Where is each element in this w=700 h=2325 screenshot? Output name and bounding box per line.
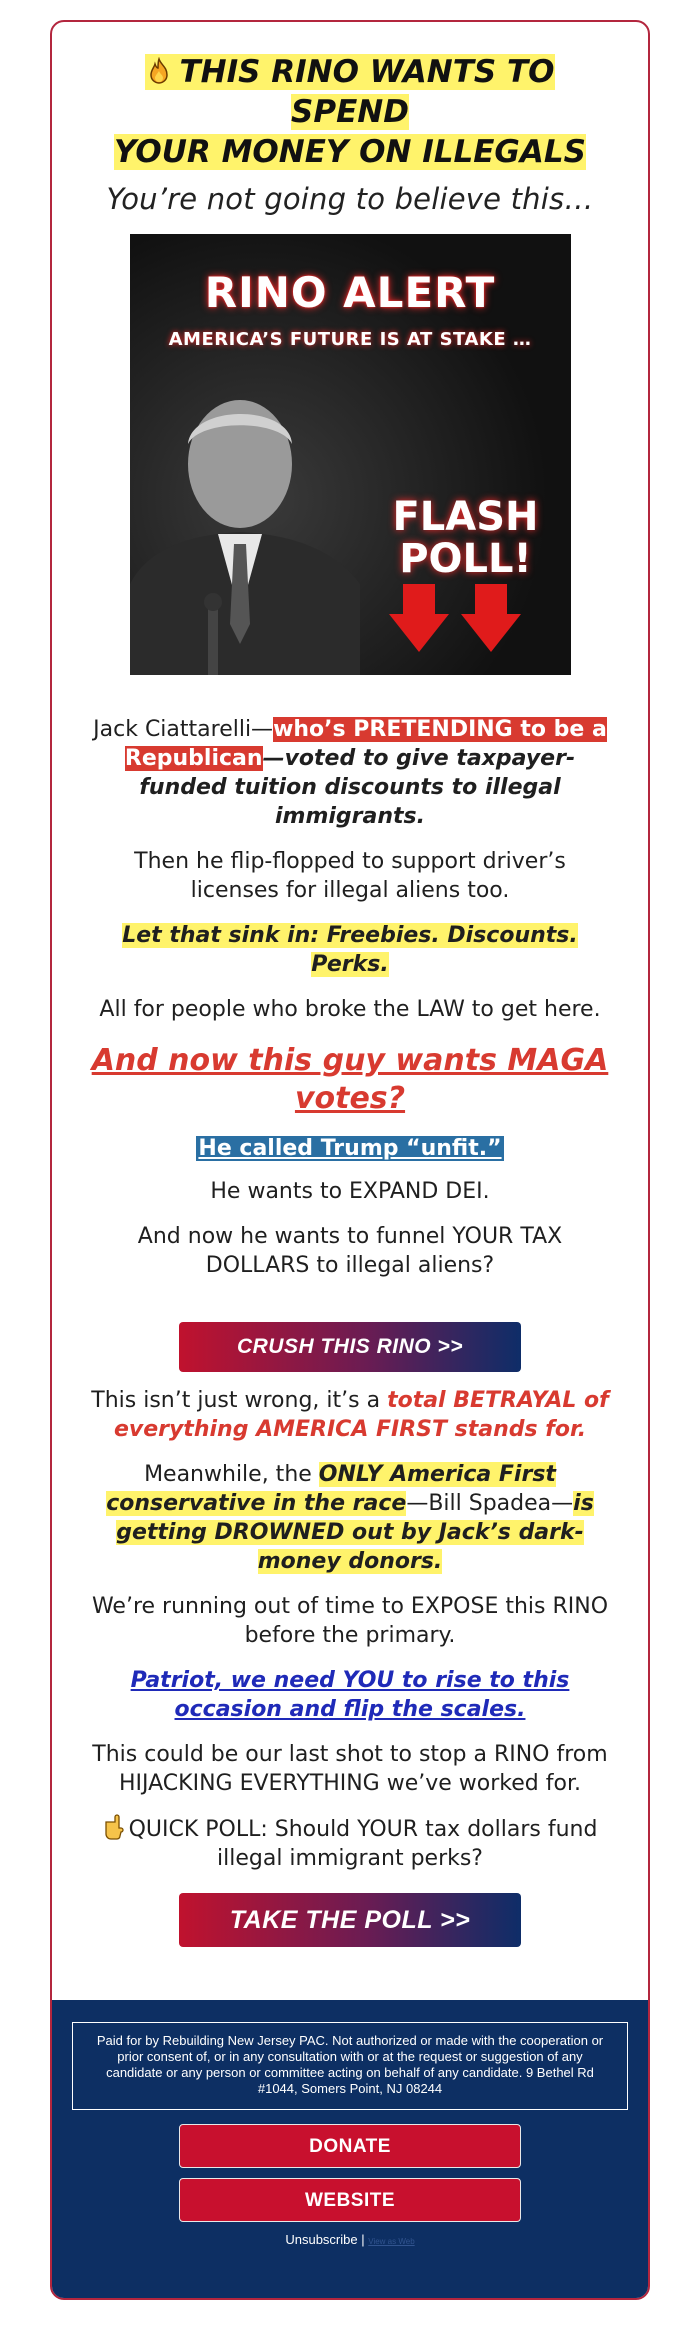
p14-text: QUICK POLL: Should YOUR tax dollars fund illegal immigrant perks? bbox=[128, 1817, 598, 1871]
paragraph-2: Then he flip-flopped to support driver’s licenses for illegal aliens too. bbox=[134, 849, 566, 903]
p9-start: This isn’t just wrong, it’s a bbox=[91, 1388, 388, 1413]
headline-line2: YOUR MONEY ON ILLEGALS bbox=[114, 134, 586, 170]
unsubscribe-separator: | bbox=[361, 2232, 365, 2247]
paragraph-7: He wants to EXPAND DEI. bbox=[210, 1179, 490, 1204]
paragraph-12 bbox=[88, 1666, 612, 1724]
email-card bbox=[50, 20, 650, 2300]
paragraph-8: And now he wants to funnel YOUR TAX DOLLARS to illegal aliens? bbox=[137, 1224, 563, 1278]
cta1-wrap bbox=[88, 1322, 612, 1372]
hero-flash-poll bbox=[381, 496, 551, 580]
paragraph-10 bbox=[88, 1460, 612, 1576]
paid-for-disclaimer: Paid for by Rebuilding New Jersey PAC. Not authorized or made with the cooperation or prior consent of, or in any consultation with or at the request or suggestion of any candidate or any person or committee acting on behalf of any candidate. 9 Bethel Rd #1044, Somers Point, NJ 08244 bbox=[72, 2022, 628, 2110]
trump-unfit-badge: He called Trump “unfit.” bbox=[198, 1136, 502, 1161]
patriot-link[interactable]: Patriot, we need YOU to rise to this occasion and flip the scales. bbox=[130, 1668, 570, 1722]
p1-rest: —voted to give taxpayer-funded tuition discounts to illegal immigrants. bbox=[139, 746, 576, 829]
hero-tagline: AMERICA’S FUTURE IS AT STAKE … bbox=[168, 329, 532, 350]
candidate-photo bbox=[130, 374, 360, 675]
hero-flash-line2: POLL! bbox=[399, 536, 532, 582]
faint-footer-link[interactable]: View as Web bbox=[368, 2237, 415, 2246]
headline-highlight bbox=[145, 54, 554, 130]
hero-flash-line1: FLASH bbox=[392, 494, 539, 540]
maga-votes-heading: And now this guy wants MAGA votes? bbox=[91, 1043, 609, 1116]
donate-button[interactable]: DONATE bbox=[179, 2124, 521, 2168]
pointing-hand-icon bbox=[103, 1814, 125, 1840]
fire-icon bbox=[145, 57, 173, 85]
subhead: You’re not going to believe this… bbox=[106, 182, 594, 216]
paragraph-9 bbox=[88, 1386, 612, 1444]
unsubscribe-row bbox=[72, 2232, 628, 2247]
hero-image[interactable] bbox=[130, 234, 571, 675]
headline bbox=[88, 52, 612, 172]
paragraph-6 bbox=[88, 1134, 612, 1163]
hero-title: RINO ALERT bbox=[204, 268, 496, 317]
cta2-wrap bbox=[88, 1893, 612, 1947]
crush-rino-button[interactable]: CRUSH THIS RINO >> bbox=[179, 1322, 521, 1372]
unsubscribe-link[interactable]: Unsubscribe bbox=[285, 2232, 358, 2247]
paragraph-1 bbox=[88, 715, 612, 831]
email-content bbox=[52, 22, 648, 1947]
paragraph-4: All for people who broke the LAW to get here. bbox=[99, 997, 601, 1022]
paragraph-13: This could be our last shot to stop a RINO from HIJACKING EVERYTHING we’ve worked for. bbox=[92, 1742, 608, 1796]
take-poll-button[interactable]: TAKE THE POLL >> bbox=[179, 1893, 521, 1947]
p10-mid: —Bill Spadea— bbox=[406, 1491, 574, 1516]
paragraph-14 bbox=[88, 1814, 612, 1873]
paragraph-3 bbox=[88, 921, 612, 979]
p1-red-highlight: who’s PRETENDING to be a Republican bbox=[124, 717, 607, 771]
p1-name: Jack Ciattarelli— bbox=[93, 717, 274, 742]
p3-highlight: Let that sink in: Freebies. Discounts. Perks. bbox=[122, 923, 578, 977]
down-arrows-icon bbox=[389, 584, 521, 654]
footer bbox=[52, 2000, 648, 2300]
p9-red: total BETRAYAL of everything AMERICA FIRST stands for. bbox=[113, 1388, 609, 1442]
paragraph-11: We’re running out of time to EXPOSE this RINO before the primary. bbox=[91, 1594, 609, 1648]
headline-line1: THIS RINO WANTS TO SPEND bbox=[179, 54, 555, 130]
p10-highlight-1: ONLY America First conservative in the race bbox=[106, 1462, 556, 1516]
p10-start: Meanwhile, the bbox=[144, 1462, 319, 1487]
p10-highlight-2: is getting DROWNED out by Jack’s dark-money donors. bbox=[116, 1491, 594, 1574]
website-button[interactable]: WEBSITE bbox=[179, 2178, 521, 2222]
